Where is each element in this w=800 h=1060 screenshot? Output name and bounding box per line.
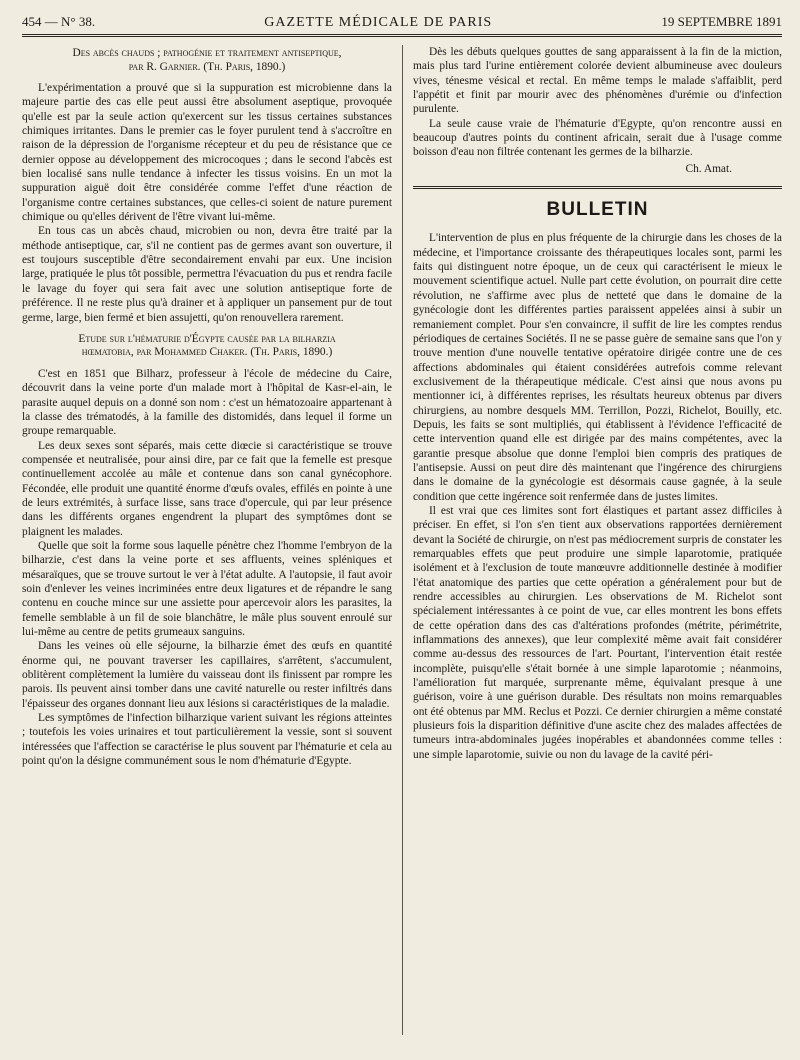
paragraph: En tous cas un abcès chaud, microbien ou non, devra être traité par la méthode antiseptique, car, s'il ne contient pas de germes avant son ouverture, il est toujours susceptible d'être secondairement envahi par eux. Une incision large, pratiquée le plus tôt possible, permettra l'évacuation du pus et rendra facile le lavage du foyer qui sera fait avec une solution antiseptique forte de préférence. Il ne reste plus qu'à drainer et à appliquer un pansement pur de tout germe, large, bien fermé et bien assujetti, qu'on renouvellera rarement. (22, 225, 392, 324)
text-columns (22, 45, 782, 1035)
section-divider (413, 186, 782, 189)
paragraph: C'est en 1851 que Bilharz, professeur à l'école de médecine du Caire, découvrit dans la veine porte d'un malade mort à l'hôpital de Kasr-el-ain, le parasite auquel depuis on a donné son nom : c'est un hématozoaire appartenant à la classe des trématodés, à la famille des distomidés, dans lequel il forme un groupe remarquable. (22, 367, 392, 438)
paragraph: Les symptômes de l'infection bilharzique varient suivant les régions atteintes ; toutefois les voies urinaires et tout particulièrement la vessie, sont si souvent intéressées que l'affection se caractérise le plus souvent par l'hématurie et cela au point qu'on la désigne communément sous le nom d'hématurie d'Egypte. (22, 712, 392, 768)
author-signature: Ch. Amat. (685, 162, 732, 175)
journal-title: GAZETTE MÉDICALE DE PARIS (264, 15, 493, 30)
issue-date: 19 SEPTEMBRE 1891 (661, 14, 782, 29)
paragraph: Il est vrai que ces limites sont fort élastiques et partant assez difficiles à préciser. En effet, si l'on s'en tient aux observations rapportées dernièrement devant la Société de chirurgie, on n'est pas médiocrement surpris de constater les remarquables effets que peut produire une simple laparotomie, pratiquée isolément et à l'exclusion de toute manœuvre additionnelle destinée à modifier l'état anatomique des parties que cette opération a généralement pour but de rendre accessibles au chirurgien. Les observations de M. Richelot sont spécialement intéressantes à ce point de vue, car elles montrent les bons effets de cette opération dans des cas d'altérations profondes (métrite, périmétrite, inflammations des annexes), que leur complexité même avait fait considérer comme au-dessus des ressources de l'art. Pourtant, l'intervention était restée incomplète, puisqu'elle s'était bornée à une simple laparotomie ; néanmoins, l'amélioration fut marquée, surprenante même, équivalant presque à une guérison, voire à une guérison durable. Des résultats non moins remarquables ont été obtenus par MM. Reclus et Pozzi. Ce dernier chirurgien a même constaté plusieurs fois la disparition définitive d'une ascite chez des malades affectées de tumeurs intra-abdominales jugées inopérables et abandonnées comme telles : une simple laparotomie, suivie ou non du lavage de la cavité péri- (413, 504, 782, 761)
article-title-abces: Des abcès chauds ; pathogénie et traitement antiseptique, par R. Garnier. (Th. Paris, 1890.) (72, 47, 342, 73)
paragraph: L'expérimentation a prouvé que si la suppuration est microbienne dans la majeure partie des cas elle peut aussi être absolument aseptique, provoquée qu'elle est par la seule action qu'exercent sur les tissus certaines substances chimiques irritantes. Dans le premier cas le foyer purulent tend à s'accroître en raison de la dépression de l'organisme récepteur et du peu de résistance que ce dernier oppose au développement des microcoques ; dans le second l'abcès est bien localisé sans nulle tendance à infecter les tissus voisins. En un mot la suppuration aiguë doit être considérée comme l'effet d'une réaction de l'organisme contre certaines substances, que celles-ci soient de nature purement chimique ou qu'elles dérivent de l'être vivant lui-même. (22, 82, 392, 224)
paragraph: L'intervention de plus en plus fréquente de la chirurgie dans les choses de la médecine, et l'importance croissante des thérapeutiques locales sont, parmi les faits qui distinguent notre époque, un de ceux qui caractérisent le mieux le mouvement scientifique actuel. Nulle part cette évolution, on pourrait dire cette révolution, ne s'affirme avec plus de netteté que dans le domaine de la gynécologie dont les différentes parties paraissent appelées ainsi à subir un remaniement complet. Pour s'en convaincre, il suffit de lire les comptes rendus périodiques de certaines Sociétés. Il ne se passe guère de semaine sans que l'on y trouve mention d'une nouvelle tentative opératoire dirigée contre une de ces affections abdominales qui étaient considérées autrefois comme relevant exclusivement de la thérapeutique médicale. C'est ainsi que nous avons pu mentionner ici, à différentes reprises, les résultats heureux obtenus par divers chirurgiens, au nombre desquels MM. Terrillon, Pozzi, Richelot, Bouilly, etc. Depuis, les faits se sont multipliés, qui établissent à l'évidence l'efficacité de cette intervention quand elle est dirigée par des mains compétentes, avec la garantie presque absolue que donne l'emploi bien compris des pratiques de l'antisepsie. Aussi on peut dire dès maintenant que l'ingérence des chirurgiens dans le domaine de la gynécologie est désormais cause gagnée, à la seule condition que cette ingérence soit renfermée dans de justes limites. (413, 232, 782, 503)
left-column (22, 45, 402, 1035)
article-title-hematurie: Etude sur l'hématurie d'Égypte causée par la bilharzia hœmatobia, par Mohammed Chaker. (Th. Paris, 1890.) (78, 332, 336, 359)
page-issue-number: 454 — N° 38. (22, 14, 96, 29)
paragraph: Dès les débuts quelques gouttes de sang apparaissent à la fin de la miction, mais plus tard l'urine entièrement colorée devient albumineuse avec douleurs vives, ténesme vésical et rectal. En même temps le malade s'affaiblit, perd l'appétit et finit par mourir avec des phénomènes d'urémie ou d'infection purulente. (413, 46, 782, 116)
paragraph: Quelle que soit la forme sous laquelle pénètre chez l'homme l'embryon de la bilharzie, c'est dans la veine porte et ses affluents, veines spléniques et mésaraïques, que se trouve surtout le ver à l'état adulte. A l'autopsie, il faut avoir soin d'enlever les veines incriminées entre deux ligatures et de répandre le sang contenu en couche mince sur une assiette pour apercevoir alors les parasites, la femelle semblable à un fil de soie blanchâtre, le mâle plus souvent enroulé sur lui-même au centre de petits grumeaux sanguins. (22, 539, 392, 639)
right-column (402, 45, 782, 1035)
bulletin-heading: BULLETIN (546, 199, 649, 221)
page-header (22, 14, 782, 37)
paragraph: La seule cause vraie de l'hématurie d'Egypte, qu'on rencontre aussi en beaucoup d'autres points du continent africain, serait due à l'usage comme boisson d'eau non filtrée contenant les germes de la bilharzie. (413, 117, 782, 159)
paragraph: Dans les veines où elle séjourne, la bilharzie émet des œufs en quantité énorme qui, ne pouvant traverser les capillaires, s'arrêtent, s'accumulent, oblitèrent complètement la lumière du vaisseau dont ils finissent par rompre les parois. Ils peuvent ainsi tomber dans une cavité naturelle ou rester infiltrés dans l'épaisseur des organes donnant lieu aux lésions si caractéristiques de la maladie. (22, 640, 392, 710)
paragraph: Les deux sexes sont séparés, mais cette diœcie si caractéristique se trouve compensée et neutralisée, pour ainsi dire, par ce fait que la femelle est presque continuellement accolée au mâle et contenue dans son canal gynécophore. Fécondée, elle produit une quantité énorme d'œufs ovales, effilés en pointe à une de leurs extrémités, à surface lisse, sans trace d'opercule, qui par leur présence dans les différents organes engendrent la plupart des symptômes dont se plaignent les malades. (22, 439, 392, 538)
